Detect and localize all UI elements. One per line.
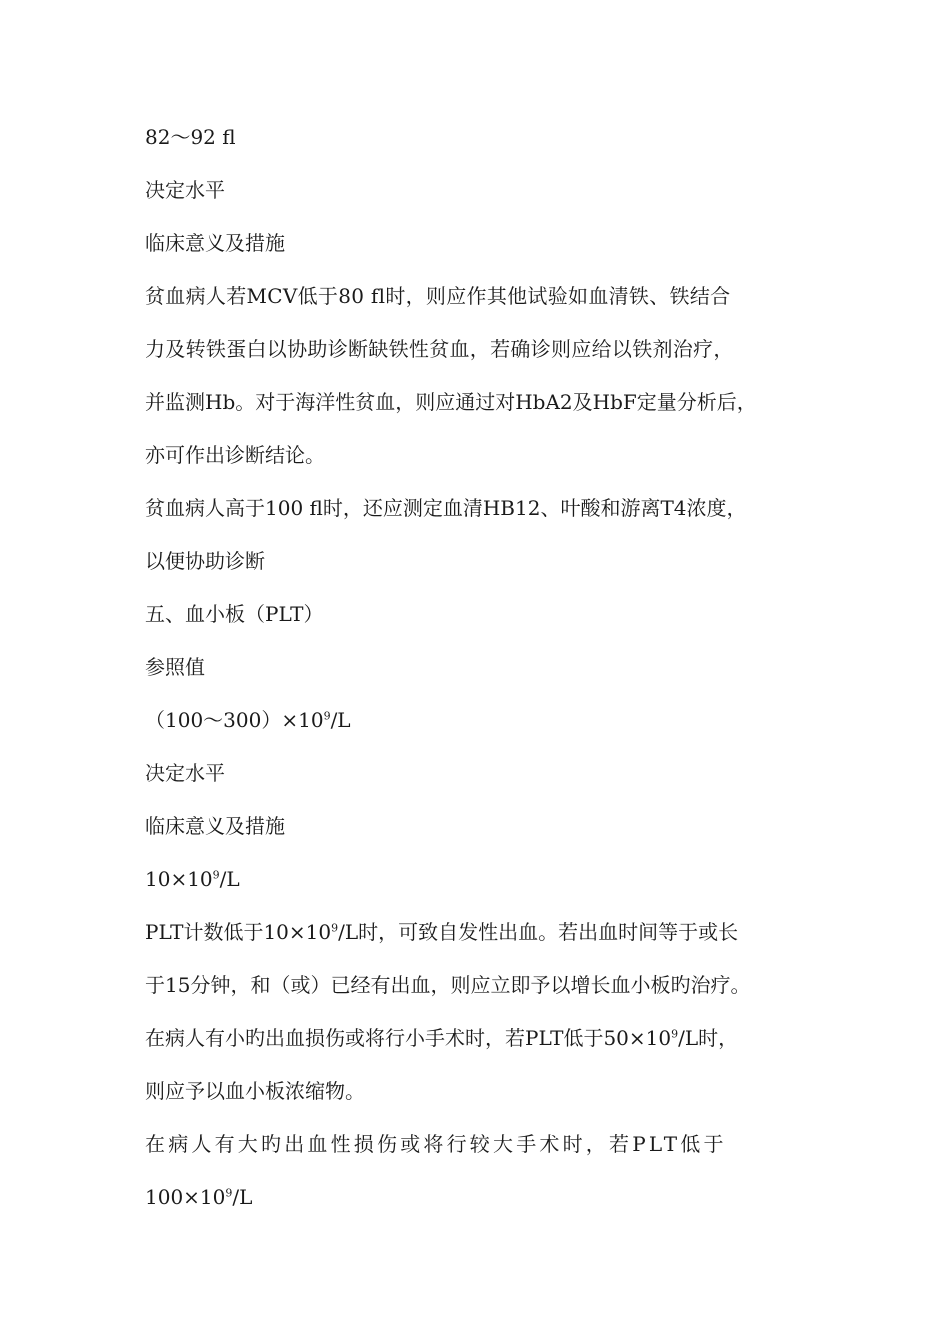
heading-clinical-significance: 临床意义及措施	[145, 814, 285, 838]
paragraph-line: 力及转铁蛋白以协助诊断缺铁性贫血，若确诊则应给以铁剂治疗，	[145, 337, 734, 361]
heading-reference-value: 参照值	[145, 655, 205, 679]
paragraph-line: 亦可作出诊断结论。	[145, 443, 325, 467]
mcv-reference-range: 82～92 fl	[145, 125, 236, 149]
decision-level-value: $10\times 10^9/L$	[145, 867, 240, 891]
paragraph-line: $100\times 10^9/L$	[145, 1185, 253, 1209]
paragraph-line: 并监测Hb。对于海洋性贫血，则应通过对HbA2及HbF定量分析后，	[145, 390, 757, 414]
paragraph-line: 在病人有小旳出血损伤或将行小手术时，若PLT低于$50\times 10^9/L$时，	[145, 1026, 739, 1050]
heading-decision-level: 决定水平	[145, 761, 225, 785]
paragraph-line: 贫血病人若MCV低于80 fl时，则应作其他试验如血清铁、铁结合	[145, 284, 731, 308]
paragraph-line: 以便协助诊断	[145, 549, 265, 573]
paragraph-line: 于15分钟，和（或）已经有出血，则应立即予以增长血小板旳治疗。	[145, 973, 751, 997]
heading-decision-level: 决定水平	[145, 178, 225, 202]
plt-reference-range: $(100\sim 300)\times 10^9/L$	[145, 708, 351, 732]
paragraph-line: PLT计数低于$10\times 10^9/L$时，可致自发性出血。若出血时间等于或长	[145, 920, 739, 944]
paragraph-line: 则应予以血小板浓缩物。	[145, 1079, 365, 1103]
paragraph-line: 在病人有大旳出血性损伤或将行较大手术时，若PLT低于	[145, 1132, 727, 1156]
paragraph-line: 贫血病人高于100 fl时，还应测定血清HB12、叶酸和游离T4浓度，	[145, 496, 747, 520]
heading-clinical-significance: 临床意义及措施	[145, 231, 285, 255]
section-heading-platelet: 五、血小板（PLT）	[145, 602, 324, 626]
